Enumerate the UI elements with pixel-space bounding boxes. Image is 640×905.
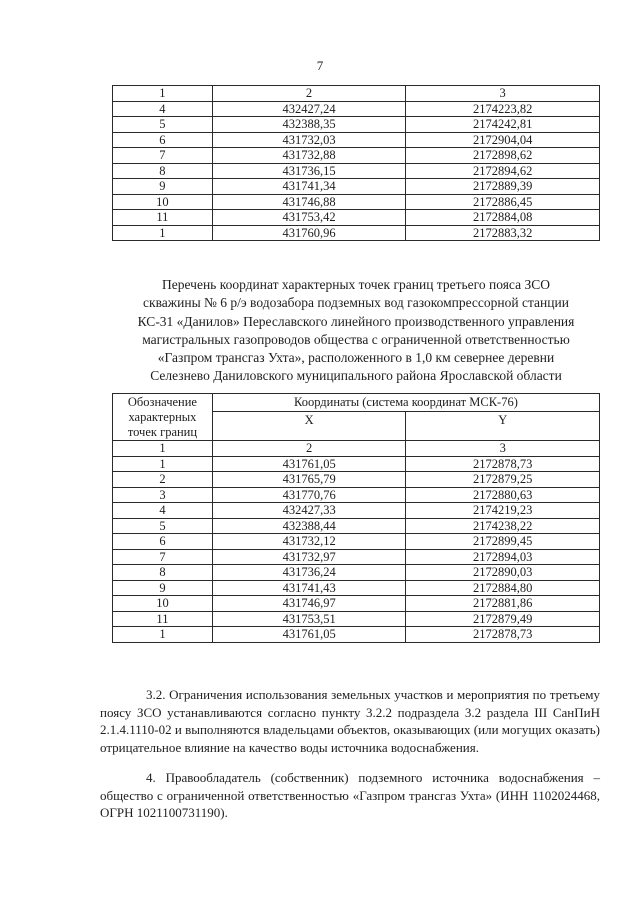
x-coordinate-cell: 432427,24: [212, 101, 406, 117]
x-coordinate-cell: 431760,96: [212, 225, 406, 241]
point-number-cell: 8: [113, 163, 213, 179]
point-number-cell: 11: [113, 210, 213, 226]
paragraph-restrictions-text: 3.2. Ограничения использования земельных участков и мероприятия по третьему поясу ЗСО устанавливаются согласно пункту 3.2.2 подраздела 3.2 раздела III СанПиН 2.1.4.1110-02 и выполняются владельцами объектов, оказывающих (или могущих оказать) отрицательное влияние на качество воды источника водоснабжения.: [100, 687, 600, 755]
coordinates-table-zone3: [112, 393, 600, 643]
table-row: [113, 163, 600, 179]
x-coordinate-cell: 431761,05: [212, 456, 406, 472]
table-row: [113, 627, 600, 643]
y-coordinate-cell: 2172879,25: [406, 472, 600, 488]
y-coordinate-cell: 2172883,32: [406, 225, 600, 241]
point-number-cell: 3: [113, 487, 213, 503]
caption-line: Селезнево Даниловского муниципального района Ярославской области: [150, 368, 562, 384]
table-row: [113, 472, 600, 488]
y-coordinate-cell: 2174238,22: [406, 518, 600, 534]
x-coordinate-cell: 431741,34: [212, 179, 406, 195]
table-row: [113, 441, 600, 457]
y-coordinate-cell: 2174223,82: [406, 101, 600, 117]
point-number-cell: 9: [113, 179, 213, 195]
x-coordinate-cell: 431736,15: [212, 163, 406, 179]
points-header: Обозначение характерных точек границ: [113, 394, 213, 441]
paragraph-owner: [100, 769, 600, 822]
y-coordinate-cell: 2172878,73: [406, 456, 600, 472]
point-number-cell: 9: [113, 580, 213, 596]
x-coordinate-cell: 2: [212, 86, 406, 102]
page-number: 7: [316, 58, 324, 73]
y-coordinate-cell: 2172889,39: [406, 179, 600, 195]
y-coordinate-cell: 2174219,23: [406, 503, 600, 519]
y-coordinate-cell: 2172899,45: [406, 534, 600, 550]
point-number-cell: 1: [113, 456, 213, 472]
point-number-cell: 6: [113, 534, 213, 550]
x-coordinate-cell: 431765,79: [212, 472, 406, 488]
y-coordinate-cell: 2172880,63: [406, 487, 600, 503]
point-number-cell: 10: [113, 596, 213, 612]
y-coordinate-cell: 2172879,49: [406, 611, 600, 627]
point-number-cell: 7: [113, 549, 213, 565]
point-number-cell: 6: [113, 132, 213, 148]
table-row: [113, 534, 600, 550]
x-coordinate-cell: 431761,05: [212, 627, 406, 643]
caption-line: Перечень координат характерных точек границ третьего пояса ЗСО: [162, 277, 550, 292]
paragraph-owner-text: 4. Правообладатель (собственник) подземного источника водоснабжения – общество с ограниченной ответственностью «Газпром трансгаз Ухта» (ИНН 1102024468, ОГРН 1021100731190).: [100, 770, 600, 820]
table-row: [113, 117, 600, 133]
y-coordinate-cell: 2174242,81: [406, 117, 600, 133]
table-row: [113, 210, 600, 226]
point-number-cell: 2: [113, 472, 213, 488]
point-number-cell: 5: [113, 518, 213, 534]
table-row: [113, 611, 600, 627]
paragraph-restrictions: [100, 686, 600, 756]
table-row: [113, 194, 600, 210]
point-number-cell: 1: [113, 627, 213, 643]
coordinate-system-header: Координаты (система координат МСК-76): [212, 394, 599, 412]
y-header: Y: [406, 412, 600, 441]
x-coordinate-cell: 431770,76: [212, 487, 406, 503]
table-row: [113, 225, 600, 241]
y-coordinate-cell: 2172884,08: [406, 210, 600, 226]
table-row: [113, 503, 600, 519]
x-coordinate-cell: 432388,35: [212, 117, 406, 133]
table-row: [113, 148, 600, 164]
point-number-cell: 4: [113, 503, 213, 519]
point-number-cell: 10: [113, 194, 213, 210]
y-coordinate-cell: 2172894,03: [406, 549, 600, 565]
point-number-cell: 1: [113, 441, 213, 457]
x-coordinate-cell: 432388,44: [212, 518, 406, 534]
caption-line: КС-31 «Данилов» Переславского линейного производственного управления: [137, 313, 575, 329]
y-coordinate-cell: 3: [406, 441, 600, 457]
y-coordinate-cell: 2172894,62: [406, 163, 600, 179]
y-coordinate-cell: 3: [406, 86, 600, 102]
table-row: [113, 596, 600, 612]
table-row: [113, 487, 600, 503]
y-coordinate-cell: 2172881,86: [406, 596, 600, 612]
y-coordinate-cell: 2172904,04: [406, 132, 600, 148]
table-row: [113, 132, 600, 148]
x-coordinate-cell: 431753,51: [212, 611, 406, 627]
x-coordinate-cell: 431732,12: [212, 534, 406, 550]
x-coordinate-cell: 2: [212, 441, 406, 457]
x-coordinate-cell: 431732,03: [212, 132, 406, 148]
x-coordinate-cell: 431736,24: [212, 565, 406, 581]
x-coordinate-cell: 432427,33: [212, 503, 406, 519]
caption-line: «Газпром трансгаз Ухта», расположенного в 1,0 км севернее деревни: [157, 350, 555, 366]
table-row: [113, 86, 600, 102]
x-header: X: [212, 412, 406, 441]
y-coordinate-cell: 2172898,62: [406, 148, 600, 164]
x-coordinate-cell: 431753,42: [212, 210, 406, 226]
point-number-cell: 11: [113, 611, 213, 627]
table-row: [113, 580, 600, 596]
y-coordinate-cell: 2172886,45: [406, 194, 600, 210]
x-coordinate-cell: 431746,88: [212, 194, 406, 210]
y-coordinate-cell: 2172890,03: [406, 565, 600, 581]
table-row: [113, 518, 600, 534]
caption-line: магистральных газопроводов общества с ограниченной ответственностью: [142, 331, 570, 347]
table-row: [113, 179, 600, 195]
table-row: [113, 565, 600, 581]
caption-line: скважины № 6 р/э водозабора подземных вод газокомпрессорной станции: [143, 295, 569, 311]
x-coordinate-cell: 431741,43: [212, 580, 406, 596]
point-number-cell: 1: [113, 225, 213, 241]
table-caption: [112, 276, 600, 386]
point-number-cell: 4: [113, 101, 213, 117]
point-number-cell: 5: [113, 117, 213, 133]
coordinates-table-continued: [112, 85, 600, 241]
table-row: [113, 549, 600, 565]
point-number-cell: 8: [113, 565, 213, 581]
table-row: [113, 101, 600, 117]
y-coordinate-cell: 2172878,73: [406, 627, 600, 643]
x-coordinate-cell: 431746,97: [212, 596, 406, 612]
point-number-cell: 7: [113, 148, 213, 164]
point-number-cell: 1: [113, 86, 213, 102]
table-row: [113, 456, 600, 472]
x-coordinate-cell: 431732,97: [212, 549, 406, 565]
x-coordinate-cell: 431732,88: [212, 148, 406, 164]
y-coordinate-cell: 2172884,80: [406, 580, 600, 596]
